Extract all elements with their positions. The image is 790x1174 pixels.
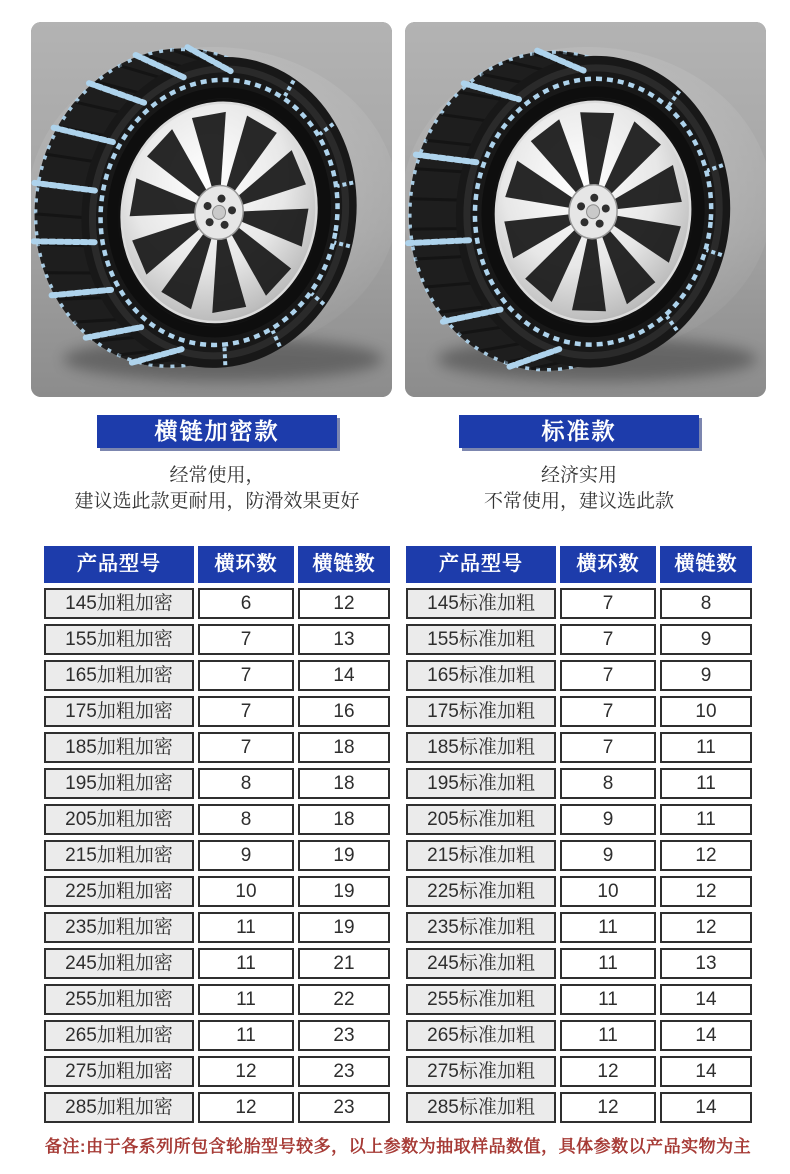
spec-value-cell: 11 (560, 984, 656, 1015)
model-cell: 205加粗加密 (44, 804, 194, 835)
spec-tables-row (0, 546, 790, 1123)
spec-value-cell: 12 (660, 876, 752, 907)
footnote: 备注:由于各系列所包含轮胎型号较多，以上参数为抽取样品数值，具体参数以产品实物为主 (44, 1137, 752, 1156)
variant-banners-row (0, 415, 790, 448)
spec-value-cell: 12 (198, 1056, 294, 1087)
model-cell: 195标准加粗 (406, 768, 556, 799)
model-cell: 185加粗加密 (44, 732, 194, 763)
tire-dense-chain-photo (31, 22, 392, 397)
desc-line: 不常使用，建议选此款 (483, 491, 674, 512)
spec-value-cell: 11 (560, 948, 656, 979)
column-header: 横链数 (298, 546, 390, 583)
model-cell: 275加粗加密 (44, 1056, 194, 1087)
spec-value-cell: 18 (298, 804, 390, 835)
spec-value-cell: 14 (660, 1020, 752, 1051)
model-cell: 215加粗加密 (44, 840, 194, 871)
spec-value-cell: 12 (560, 1056, 656, 1087)
model-cell: 155标准加粗 (406, 624, 556, 655)
spec-table-standard (406, 546, 752, 1123)
model-cell: 175加粗加密 (44, 696, 194, 727)
model-cell: 195加粗加密 (44, 768, 194, 799)
spec-value-cell: 14 (660, 984, 752, 1015)
spec-value-cell: 23 (298, 1092, 390, 1123)
spec-value-cell: 23 (298, 1020, 390, 1051)
spec-value-cell: 11 (560, 1020, 656, 1051)
spec-value-cell: 7 (198, 624, 294, 655)
spec-value-cell: 7 (198, 732, 294, 763)
model-cell: 145加粗加密 (44, 588, 194, 619)
spec-value-cell: 12 (298, 588, 390, 619)
spec-value-cell: 18 (298, 768, 390, 799)
column-header: 横链数 (660, 546, 752, 583)
spec-value-cell: 11 (198, 948, 294, 979)
spec-value-cell: 11 (560, 912, 656, 943)
spec-value-cell: 19 (298, 876, 390, 907)
spec-value-cell: 13 (298, 624, 390, 655)
model-cell: 165标准加粗 (406, 660, 556, 691)
model-cell: 245加粗加密 (44, 948, 194, 979)
spec-value-cell: 10 (560, 876, 656, 907)
model-cell: 265加粗加密 (44, 1020, 194, 1051)
banner-col (44, 415, 390, 448)
spec-value-cell: 16 (298, 696, 390, 727)
model-cell: 245标准加粗 (406, 948, 556, 979)
spec-value-cell: 9 (660, 624, 752, 655)
spec-value-cell: 8 (560, 768, 656, 799)
model-cell: 285加粗加密 (44, 1092, 194, 1123)
variant-descriptions-row (0, 463, 790, 515)
spec-value-cell: 12 (660, 840, 752, 871)
spec-value-cell: 21 (298, 948, 390, 979)
spec-value-cell: 7 (560, 696, 656, 727)
model-cell: 225加粗加密 (44, 876, 194, 907)
spec-value-cell: 9 (198, 840, 294, 871)
model-cell: 275标准加粗 (406, 1056, 556, 1087)
column-header: 横环数 (560, 546, 656, 583)
model-cell: 185标准加粗 (406, 732, 556, 763)
spec-value-cell: 8 (198, 804, 294, 835)
column-header: 横环数 (198, 546, 294, 583)
spec-value-cell: 7 (560, 624, 656, 655)
spec-value-cell: 9 (560, 804, 656, 835)
spec-value-cell: 11 (198, 1020, 294, 1051)
desc-dense-chain (44, 463, 390, 515)
spec-value-cell: 18 (298, 732, 390, 763)
spec-value-cell: 14 (660, 1056, 752, 1087)
spec-value-cell: 12 (198, 1092, 294, 1123)
model-cell: 255加粗加密 (44, 984, 194, 1015)
model-cell: 215标准加粗 (406, 840, 556, 871)
spec-value-cell: 7 (198, 696, 294, 727)
desc-standard (406, 463, 752, 515)
spec-value-cell: 22 (298, 984, 390, 1015)
banner-standard: 标准款 (459, 415, 699, 448)
banner-dense-chain: 横链加密款 (97, 415, 337, 448)
spec-value-cell: 9 (660, 660, 752, 691)
tire-standard-chain-photo (405, 22, 766, 397)
model-cell: 235加粗加密 (44, 912, 194, 943)
spec-value-cell: 10 (660, 696, 752, 727)
spec-value-cell: 11 (198, 984, 294, 1015)
model-cell: 155加粗加密 (44, 624, 194, 655)
spec-value-cell: 14 (660, 1092, 752, 1123)
desc-line: 建议选此款更耐用，防滑效果更好 (74, 491, 360, 512)
spec-value-cell: 6 (198, 588, 294, 619)
column-header: 产品型号 (44, 546, 194, 583)
model-cell: 225标准加粗 (406, 876, 556, 907)
spec-value-cell: 10 (198, 876, 294, 907)
model-cell: 255标准加粗 (406, 984, 556, 1015)
spec-value-cell: 23 (298, 1056, 390, 1087)
model-cell: 235标准加粗 (406, 912, 556, 943)
column-header: 产品型号 (406, 546, 556, 583)
desc-line: 经济实用 (540, 465, 617, 486)
model-cell: 205标准加粗 (406, 804, 556, 835)
spec-value-cell: 11 (660, 732, 752, 763)
spec-value-cell: 11 (660, 804, 752, 835)
spec-value-cell: 7 (560, 588, 656, 619)
spec-value-cell: 19 (298, 840, 390, 871)
spec-value-cell: 13 (660, 948, 752, 979)
banner-col (406, 415, 752, 448)
spec-value-cell: 12 (560, 1092, 656, 1123)
spec-value-cell: 8 (198, 768, 294, 799)
spec-value-cell: 11 (198, 912, 294, 943)
spec-value-cell: 7 (560, 732, 656, 763)
model-cell: 145标准加粗 (406, 588, 556, 619)
model-cell: 175标准加粗 (406, 696, 556, 727)
spec-value-cell: 12 (660, 912, 752, 943)
spec-value-cell: 19 (298, 912, 390, 943)
spec-value-cell: 14 (298, 660, 390, 691)
spec-value-cell: 11 (660, 768, 752, 799)
desc-line: 经常使用， (169, 465, 265, 486)
spec-value-cell: 8 (660, 588, 752, 619)
model-cell: 165加粗加密 (44, 660, 194, 691)
spec-table-dense-chain (44, 546, 390, 1123)
product-photos-row (0, 0, 790, 397)
spec-value-cell: 7 (560, 660, 656, 691)
model-cell: 285标准加粗 (406, 1092, 556, 1123)
spec-value-cell: 9 (560, 840, 656, 871)
spec-value-cell: 7 (198, 660, 294, 691)
model-cell: 265标准加粗 (406, 1020, 556, 1051)
